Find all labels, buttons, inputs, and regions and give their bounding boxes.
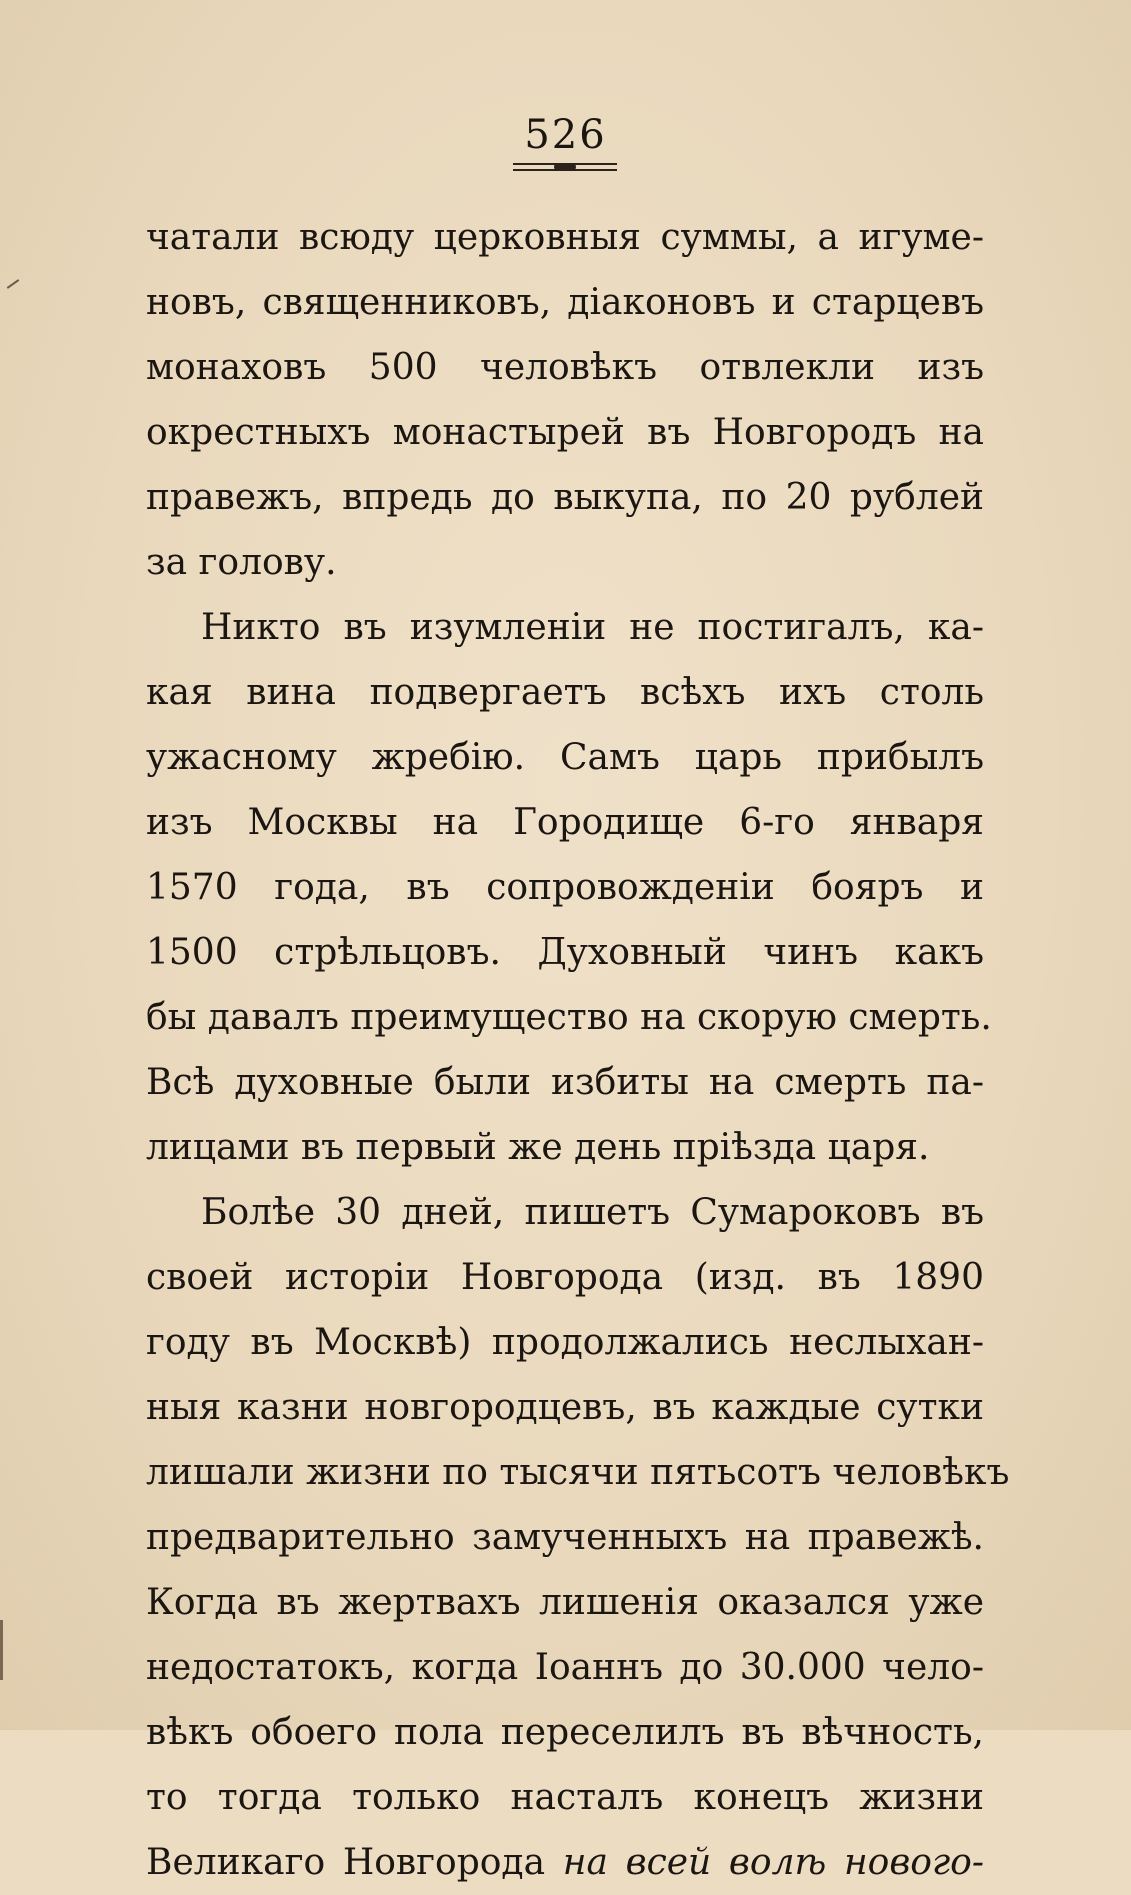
text-line: вѣкъ обоего пола переселилъ въ вѣчность, xyxy=(146,1712,984,1753)
text-line: предварительно замученныхъ на правежѣ. xyxy=(146,1517,984,1558)
text-line: правежъ, впредь до выкупа, по 20 рублей xyxy=(146,477,984,518)
text-line: то тогда только насталъ конецъ жизни xyxy=(146,1777,984,1818)
text-line: новъ, священниковъ, діаконовъ и старцевъ xyxy=(146,282,984,323)
text-line: бы давалъ преимущество на скорую смерть. xyxy=(146,997,992,1038)
body-text xyxy=(146,205,1010,1895)
text-line: недостатокъ, когда Іоаннъ до 30.000 чело- xyxy=(146,1647,984,1688)
paragraph-2 xyxy=(146,595,992,1180)
page-edge-mark xyxy=(0,1620,3,1680)
header-rule-ornament xyxy=(554,163,576,171)
text-line: лицами въ первый же день пріѣзда царя. xyxy=(146,1127,930,1168)
text-line: 1570 года, въ сопровожденіи бояръ и xyxy=(146,867,984,908)
text-italic: на всей волѣ нового- xyxy=(562,1842,984,1883)
text-line: Болѣе 30 дней, пишетъ Сумароковъ въ xyxy=(201,1192,984,1233)
text-line: Когда въ жертвахъ лишенія оказался уже xyxy=(146,1582,984,1623)
text-line: году въ Москвѣ) продолжались неслыхан- xyxy=(146,1322,984,1363)
text-line: ныя казни новгородцевъ, въ каждые сутки xyxy=(146,1387,984,1428)
text-line: своей исторіи Новгорода (изд. въ 1890 xyxy=(146,1257,984,1298)
text-line-final xyxy=(146,1830,984,1895)
page-number: 526 xyxy=(524,112,607,158)
paragraph-1 xyxy=(146,205,984,595)
text-line: окрестныхъ монастырей въ Новгородъ на xyxy=(146,412,984,453)
text-line: ужасному жребію. Самъ царь прибылъ xyxy=(146,737,984,778)
text-line: Никто въ изумленіи не постигалъ, ка- xyxy=(201,607,984,648)
text-line: кая вина подвергаетъ всѣхъ ихъ столь xyxy=(146,672,984,713)
text-line: за голову. xyxy=(146,542,337,583)
margin-pencil-mark xyxy=(7,279,20,289)
text-line: чатали всюду церковныя суммы, а игуме- xyxy=(146,217,984,258)
text-line: 1500 стрѣльцовъ. Духовный чинъ какъ xyxy=(146,932,984,973)
text-line: изъ Москвы на Городище 6-го января xyxy=(146,802,984,843)
text-normal: Великаго Новгорода xyxy=(146,1842,563,1883)
paragraph-3 xyxy=(146,1180,1010,1895)
text-line: монаховъ 500 человѣкъ отвлекли изъ xyxy=(146,347,984,388)
text-line: лишали жизни по тысячи пятьсотъ человѣкъ xyxy=(146,1452,1010,1493)
text-line: Всѣ духовные были избиты на смерть па- xyxy=(146,1062,984,1103)
